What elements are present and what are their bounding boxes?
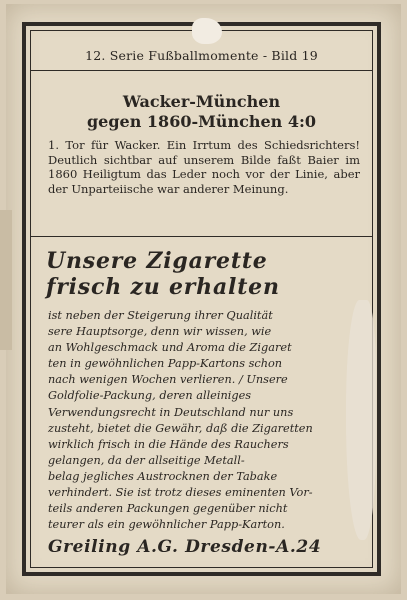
ad-line: verhindert. Sie ist trotz dieses eminenten Vor- — [48, 486, 313, 500]
ad-line: wirklich frisch in die Hände des Rauchers — [48, 437, 289, 451]
section-divider — [30, 236, 373, 237]
ad-line: belag jegliches Austrocknen der Tabake — [48, 469, 278, 483]
match-title-line1: Wacker-München — [122, 92, 281, 111]
match-title — [30, 92, 373, 132]
ad-line: sere Hauptsorge, denn wir wissen, wie — [48, 325, 272, 339]
publisher-footer: Greiling A.G. Dresden-A.24 — [48, 537, 322, 557]
ad-headline-line2: frisch zu erhalten — [46, 274, 280, 300]
ad-line: teils anderen Packungen gegenüber nicht — [48, 502, 288, 516]
ad-line: Verwendungsrecht in Deutschland nur uns — [48, 405, 294, 419]
paper-edge-wear — [0, 210, 12, 350]
description-text: 1. Tor für Wacker. Ein Irrtum des Schiedsrichters! Deutlich sichtbar auf unserem Bilde faßt Baier im 1860 Heiligtum das Leder noch vor der Linie, aber der Unparteiische war anderer Meinung. — [48, 138, 360, 196]
ad-line: teurer als ein gewöhnlicher Papp-Karton. — [48, 518, 285, 532]
header-divider — [30, 70, 373, 71]
ad-line: an Wohlgeschmack und Aroma die Zigaret — [48, 341, 292, 355]
ad-line: nach wenigen Wochen verlieren. / Unsere — [48, 373, 288, 387]
match-title-line2: gegen 1860-München 4:0 — [86, 112, 316, 131]
paper-worn-patch — [346, 300, 376, 540]
ad-body — [48, 308, 364, 533]
series-header: 12. Serie Fußballmomente - Bild 19 — [85, 48, 318, 63]
paper-tear — [192, 18, 222, 44]
ad-line: ten in gewöhnlichen Papp-Kartons schon — [48, 357, 283, 371]
match-description — [48, 138, 360, 196]
ad-line: Goldfolie-Packung, deren alleiniges — [48, 389, 252, 403]
ad-line: zusteht, bietet die Gewähr, daß die Zigaretten — [48, 421, 313, 435]
ad-line: ist neben der Steigerung ihrer Qualität — [48, 309, 273, 322]
ad-line: gelangen, da der allseitige Metall- — [48, 453, 245, 467]
ad-headline-line1: Unsere Zigarette — [46, 248, 268, 274]
ad-headline — [46, 248, 366, 300]
